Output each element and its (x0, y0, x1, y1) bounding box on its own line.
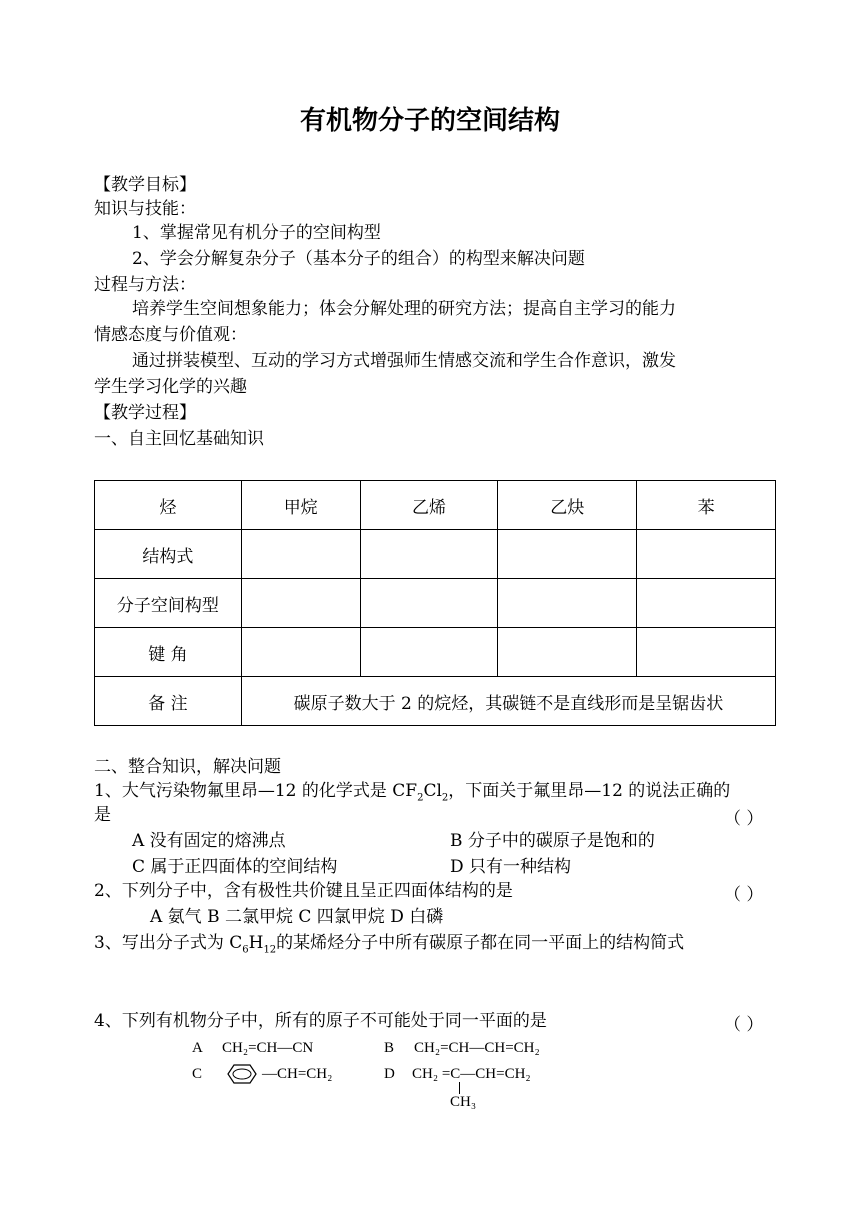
q4-option-d-label: D (384, 1066, 395, 1082)
q1-option-a: A 没有固定的熔沸点 (132, 831, 286, 851)
table-row (95, 530, 776, 579)
knowledge-table (94, 480, 776, 726)
table-header-cell: 烃 (95, 481, 242, 530)
q1-text-c: ，下面关于氟里昂—12 的说法正确的 (448, 781, 731, 801)
q1-sub1: 2 (417, 792, 424, 804)
row-label: 备 注 (95, 677, 242, 726)
q1-option-c: C 属于正四面体的空间结构 (132, 857, 338, 877)
goals-heading: 【教学目标】 (94, 175, 196, 195)
q4-option-b-label: B (384, 1040, 395, 1056)
question-1-line2: 是 (94, 805, 111, 825)
q3-text-b: H (248, 933, 264, 953)
row-label: 结构式 (95, 530, 242, 579)
q4-option-c-formula: —CH=CH₂ (262, 1066, 333, 1082)
section2-heading: 二、整合知识，解决问题 (94, 757, 281, 777)
q4-option-a-formula: CH₂=CH—CN (222, 1040, 314, 1056)
note-cell: 碳原子数大于 2 的烷烃，其碳链不是直线形而是呈锯齿状 (241, 677, 775, 726)
q3-sub2: 12 (263, 944, 277, 956)
table-row (95, 628, 776, 677)
table-header-cell: 甲烷 (241, 481, 360, 530)
table-row (95, 677, 776, 726)
blank-cell (241, 628, 360, 677)
q4-option-d-branch: CH₃ (450, 1094, 477, 1110)
q1-sub2: 2 (441, 792, 449, 804)
q1-text-a: 1、大气污染物氟里昂—12 的化学式是 CF (94, 781, 418, 801)
q1-text-b: Cl (423, 781, 442, 801)
q3-text-a: 3、写出分子式为 C (94, 933, 243, 953)
blank-cell (637, 579, 776, 628)
q4-option-a-label: A (192, 1040, 203, 1056)
q3-text-c: 的某烯烃分子中所有碳原子都在同一平面上的结构简式 (276, 933, 685, 953)
q1-option-d: D 只有一种结构 (450, 857, 572, 877)
table-header-cell: 乙炔 (498, 481, 637, 530)
benzene-ring-icon (218, 1062, 262, 1086)
answer-paren-q4: （ ） (724, 1015, 764, 1035)
emotion-text-line1: 通过拼装模型、互动的学习方式增强师生情感交流和学生合作意识，激发 (132, 351, 676, 371)
knowledge-item-2: 2、学会分解复杂分子（基本分子的组合）的构型来解决问题 (132, 249, 585, 269)
blank-cell (498, 579, 637, 628)
table-header-cell: 苯 (637, 481, 776, 530)
q2-options: A 氨气 B 二氯甲烷 C 四氯甲烷 D 白磷 (150, 907, 444, 927)
process-heading: 过程与方法： (94, 275, 196, 295)
emotion-text-line2: 学生学习化学的兴趣 (94, 377, 247, 397)
question-2: 2、下列分子中，含有极性共价键且呈正四面体结构的是 (94, 881, 513, 901)
q4-option-c-label: C (192, 1066, 203, 1082)
blank-cell (360, 579, 498, 628)
blank-cell (498, 530, 637, 579)
process-section-heading: 【教学过程】 (94, 403, 196, 423)
q1-option-b: B 分子中的碳原子是饱和的 (450, 831, 655, 851)
emotion-heading: 情感态度与价值观： (94, 325, 247, 345)
question-4: 4、下列有机物分子中，所有的原子不可能处于同一平面的是 (94, 1011, 547, 1031)
table-header-row (95, 481, 776, 530)
blank-cell (498, 628, 637, 677)
blank-cell (360, 628, 498, 677)
q3-sub1: 6 (242, 944, 249, 956)
answer-paren-q2: （ ） (724, 885, 764, 905)
question-1-line1 (94, 780, 730, 809)
blank-cell (360, 530, 498, 579)
row-label: 键 角 (95, 628, 242, 677)
q4-option-b-formula: CH₂=CH—CH=CH₂ (414, 1040, 540, 1056)
blank-cell (241, 579, 360, 628)
table-header-cell: 乙烯 (360, 481, 498, 530)
q4-option-d-formula: CH₂ =C—CH=CH₂ (412, 1066, 531, 1082)
knowledge-heading: 知识与技能： (94, 199, 196, 219)
answer-paren-q1: （ ） (724, 809, 764, 829)
blank-cell (637, 628, 776, 677)
question-3 (94, 932, 684, 961)
section1-heading: 一、自主回忆基础知识 (94, 429, 264, 449)
knowledge-item-1: 1、掌握常见有机分子的空间构型 (132, 223, 381, 243)
blank-cell (637, 530, 776, 579)
blank-cell (241, 530, 360, 579)
table-row (95, 579, 776, 628)
page-title: 有机物分子的空间结构 (299, 106, 560, 136)
process-text: 培养学生空间想象能力；体会分解处理的研究方法；提高自主学习的能力 (132, 299, 676, 319)
row-label: 分子空间构型 (95, 579, 242, 628)
